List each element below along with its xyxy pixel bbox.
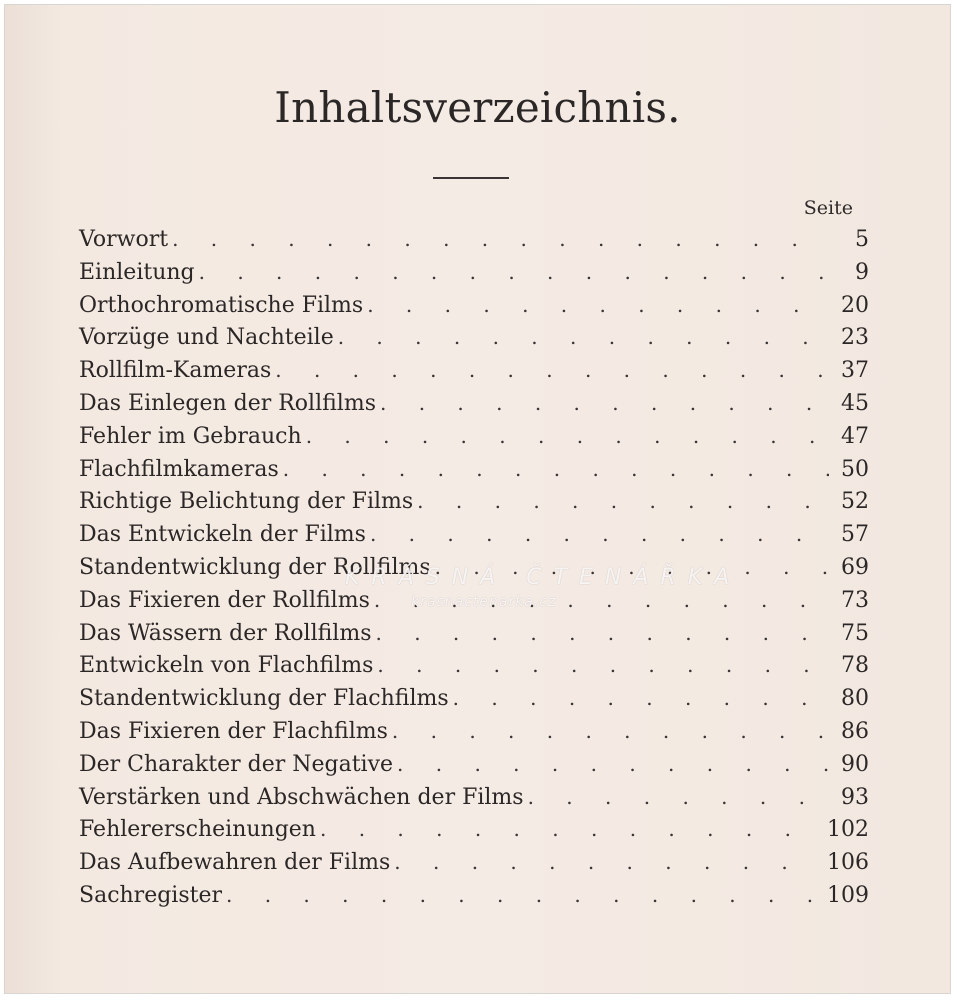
toc-entry bbox=[79, 719, 869, 752]
toc-entry-page: 106 bbox=[827, 850, 869, 876]
toc-entry bbox=[79, 522, 869, 555]
toc-entry bbox=[79, 293, 869, 326]
toc-entry-title: Das Fixieren der Rollfilms bbox=[79, 587, 370, 613]
toc-entry-page: 50 bbox=[841, 456, 869, 482]
dot-leader bbox=[283, 457, 829, 481]
toc-entry bbox=[79, 227, 869, 260]
dot-leader bbox=[392, 719, 829, 743]
toc-entry-page: 23 bbox=[841, 325, 869, 351]
toc-entry-title: Das Einlegen der Rollfilms bbox=[79, 390, 376, 416]
page-column-header: Seite bbox=[803, 197, 853, 219]
toc-entry-page: 37 bbox=[841, 358, 869, 384]
toc-entry-title: Vorzüge und Nachteile bbox=[79, 325, 334, 351]
toc-entry bbox=[79, 457, 869, 490]
dot-leader bbox=[377, 653, 829, 677]
toc-entry-page: 73 bbox=[841, 587, 869, 613]
toc-entry-title: Rollfilm-Kameras bbox=[79, 358, 272, 384]
dot-leader bbox=[320, 817, 821, 841]
toc-entry bbox=[79, 358, 869, 391]
toc-entry-title: Vorwort bbox=[79, 227, 169, 252]
toc-entry-title: Standentwicklung der Rollfilms bbox=[79, 554, 431, 580]
toc-entry-title: Richtige Belichtung der Films bbox=[79, 489, 414, 515]
dot-leader bbox=[226, 883, 821, 907]
toc-entry-title: Orthochromatische Films bbox=[79, 292, 364, 318]
toc-entry-title: Einleitung bbox=[79, 259, 195, 285]
toc-entry-page: 47 bbox=[841, 423, 869, 449]
dot-leader bbox=[367, 293, 829, 317]
toc-entry bbox=[79, 653, 869, 686]
toc-entry bbox=[79, 424, 869, 457]
dot-leader bbox=[528, 785, 829, 809]
dot-leader bbox=[453, 686, 829, 710]
toc-entry bbox=[79, 817, 869, 850]
dot-leader bbox=[374, 588, 829, 612]
dot-leader bbox=[306, 424, 829, 448]
dot-leader bbox=[394, 850, 821, 874]
toc-entry bbox=[79, 883, 869, 916]
book-page bbox=[5, 5, 950, 993]
scanned-page-frame bbox=[4, 4, 951, 994]
toc-entry-title: Das Fixieren der Flachfilms bbox=[79, 718, 388, 744]
dot-leader bbox=[370, 522, 829, 546]
watermark-url: krasnactenarka.cz bbox=[411, 594, 557, 610]
toc-entry bbox=[79, 489, 869, 522]
toc-entry-title: Flachfilmkameras bbox=[79, 456, 279, 482]
toc-entry-page: 69 bbox=[841, 554, 869, 580]
toc-entry-page: 57 bbox=[841, 522, 869, 548]
page-title: Inhaltsverzeichnis. bbox=[274, 83, 681, 132]
toc-entry bbox=[79, 260, 869, 293]
dot-leader bbox=[199, 260, 829, 284]
toc-entry-page: 52 bbox=[841, 489, 869, 515]
toc-entry-page: 102 bbox=[827, 817, 869, 843]
toc-entry-title: Das Entwickeln der Films bbox=[79, 522, 366, 548]
toc-entry-title: Sachregister bbox=[79, 882, 222, 908]
toc-entry-page: 5 bbox=[855, 227, 869, 252]
dot-leader bbox=[275, 358, 829, 382]
toc-entry-title: Der Charakter der Negative bbox=[79, 751, 394, 777]
toc-entry-page: 90 bbox=[841, 751, 869, 777]
toc-entry-title: Verstärken und Abschwächen der Films bbox=[79, 784, 524, 810]
toc-entry bbox=[79, 850, 869, 883]
toc-entry-page: 80 bbox=[841, 686, 869, 712]
toc-entry bbox=[79, 325, 869, 358]
dot-leader bbox=[376, 621, 830, 645]
toc-entry bbox=[79, 555, 869, 588]
toc-entry-title: Fehlererscheinungen bbox=[79, 817, 316, 843]
toc-entry-page: 109 bbox=[827, 882, 869, 908]
toc-entry-title: Das Wässern der Rollfilms bbox=[79, 620, 372, 646]
toc-entry-page: 45 bbox=[841, 390, 869, 416]
dot-leader bbox=[397, 752, 829, 776]
dot-leader bbox=[417, 489, 829, 513]
toc-entry-title: Entwickeln von Flachfilms bbox=[79, 653, 374, 679]
title-divider bbox=[433, 177, 509, 179]
toc-entry-page: 78 bbox=[841, 653, 869, 679]
toc-entry bbox=[79, 686, 869, 719]
dot-leader bbox=[338, 325, 829, 349]
dot-leader bbox=[380, 391, 829, 415]
toc-entry bbox=[79, 785, 869, 818]
toc-entry-page: 75 bbox=[841, 620, 869, 646]
toc-entry-title: Das Aufbewahren der Films bbox=[79, 850, 391, 876]
toc-entry-page: 9 bbox=[855, 259, 869, 285]
table-of-contents bbox=[79, 227, 869, 916]
toc-entry-title: Fehler im Gebrauch bbox=[79, 423, 302, 449]
watermark-brand: KRÁSNÁ ČTENÁŘKA bbox=[345, 565, 742, 590]
toc-entry-page: 86 bbox=[841, 718, 869, 744]
toc-entry bbox=[79, 588, 869, 621]
toc-entry bbox=[79, 752, 869, 785]
toc-entry bbox=[79, 391, 869, 424]
dot-leader bbox=[172, 227, 829, 251]
toc-entry-page: 20 bbox=[841, 292, 869, 318]
toc-entry bbox=[79, 621, 869, 654]
toc-entry-title: Standentwicklung der Flachfilms bbox=[79, 686, 449, 712]
toc-entry-page: 93 bbox=[841, 784, 869, 810]
dot-leader bbox=[435, 555, 829, 579]
